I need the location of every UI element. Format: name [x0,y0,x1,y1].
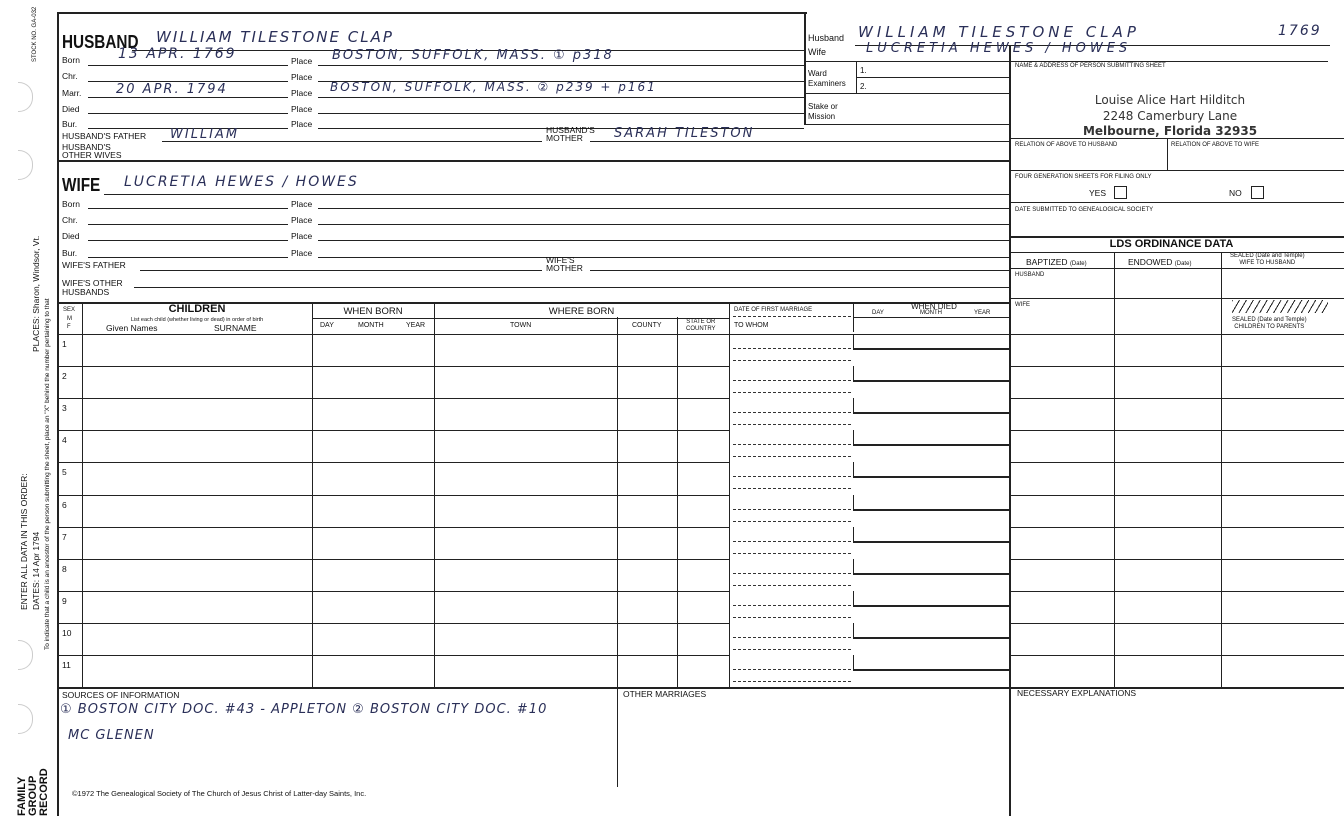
side-places: PLACES: Sharon, Windsor, Vt. [31,235,41,352]
stake-label: Stake or Mission [808,102,838,121]
sources-line-2: MC GLENEN [68,728,155,743]
top-border [57,12,807,14]
place-label: Place [291,72,313,82]
to-whom-line [733,617,851,618]
child-row-number: 7 [62,531,67,542]
died-line [853,669,1009,671]
copyright: ©1972 The Genealogical Society of The Church of Jesus Christ of Latter-day Saints, Inc. [72,789,367,798]
marriage-date-line [733,380,851,381]
child-row-number: 6 [62,499,67,510]
lds-row-line [1009,495,1344,496]
husband-born-place-label: Place [291,56,313,66]
endowed-label: ENDOWED (Date) [1128,257,1192,267]
baptized-label: BAPTIZED (Date) [1026,257,1087,267]
husband-marr-label: Marr. [62,88,82,98]
child-row-line [57,398,729,399]
line [88,113,288,114]
lds-row-line [1009,559,1344,560]
line [853,655,854,670]
binder-hole [18,640,33,670]
yes-checkbox[interactable] [1114,186,1127,199]
child-row-number: 3 [62,403,67,414]
line [1221,252,1222,687]
relation-husband-label: RELATION OF ABOVE TO HUSBAND [1015,142,1118,148]
line [853,430,854,445]
died-line [853,605,1009,607]
place-label: Place [291,104,313,114]
line [1009,268,1344,269]
when-born-label: WHEN BORN [343,306,403,317]
died-line [853,476,1009,478]
child-row-number: 1 [62,339,67,349]
wife-bur-label: Bur. [62,248,78,258]
child-row-number: 4 [62,435,67,446]
submitter-city: Melbourne, Florida 32935 [1082,124,1258,138]
born-day-label: DAY [320,322,334,329]
side-instructions: To indicate that a child is an ancestor of the person submitting the sheet, place an "X" behind the number pertaining to that [44,298,51,650]
to-whom-line [733,649,851,650]
line [57,160,1009,162]
lds-row-line [1009,623,1344,624]
marriage-date-line [733,669,851,670]
sources-label: SOURCES OF INFORMATION [62,690,180,700]
no-label: NO [1229,188,1242,198]
child-row-number: 2 [62,371,67,382]
husband-died-label: Died [62,104,80,114]
stock-number: STOCK NO. GA-032 [32,6,38,62]
sex-label: SEX [63,307,76,313]
husband-marr: 20 APR. 1794 [116,82,228,97]
marriage-date-line [733,605,851,606]
where-born-label: WHERE BORN [548,306,615,317]
examiner-2: 2. [860,82,867,91]
to-whom-line [733,553,851,554]
four-generation-label: FOUR GENERATION SHEETS FOR FILING ONLY [1015,174,1152,180]
binder-hole [18,82,33,112]
first-marriage-label: DATE OF FIRST MARRIAGE [734,307,813,313]
line [1167,138,1168,170]
line [1009,298,1344,299]
wife-father-label: WIFE'S FATHER [62,260,126,270]
header-wife: LUCRETIA HEWES / HOWES [866,41,1132,56]
header-husband: WILLIAM TILESTONE CLAP [858,23,1140,41]
husband-born-label: Born [62,55,80,65]
died-line [853,637,1009,639]
line [804,93,1009,94]
marriage-date-line [733,573,851,574]
child-row-line [57,559,729,560]
wife-born-label: Born [62,199,80,209]
yes-label: YES [1089,188,1107,198]
lds-title: LDS ORDINANCE DATA [1109,238,1234,250]
child-row-number: 10 [62,627,72,638]
husband-chr-label: Chr. [62,71,78,81]
died-month-label: MONTH [920,310,942,316]
line [677,317,678,687]
line [88,65,288,66]
marriage-date-line [733,509,851,510]
left-border [57,12,59,816]
line [318,97,804,98]
line [617,317,618,787]
lds-husband-label: HUSBAND [1015,272,1045,278]
line [318,257,1009,258]
line [853,334,854,349]
header-husband-label: Husband [808,33,845,43]
died-line [853,573,1009,575]
child-row-number: 5 [62,467,67,478]
line [729,302,730,687]
child-row-line [57,527,729,528]
wife-mother-label: WIFE'S MOTHER [546,255,583,273]
line [162,141,542,142]
line [312,318,729,319]
line [853,462,854,477]
line [88,224,288,225]
line [590,270,1009,271]
children-title: CHILDREN [168,303,226,315]
line [88,257,288,258]
relation-wife-label: RELATION OF ABOVE TO WIFE [1171,142,1260,148]
line [1009,334,1344,335]
sealed-children-label: SEALED (Date and Temple) CHILDREN TO PARENTS [1232,317,1307,330]
line [853,398,854,413]
surname-label: SURNAME [214,323,257,333]
line [140,270,542,271]
died-line [853,348,1009,350]
died-year-label: YEAR [974,310,991,316]
line [134,287,1009,288]
husband-name: WILLIAM TILESTONE CLAP [156,28,394,46]
submitter-address [1060,93,1280,140]
marriage-date-line [733,637,851,638]
died-line [853,444,1009,446]
lds-row-line [1009,366,1344,367]
husband-mother: SARAH TILESTON [614,126,755,141]
submitter-street: 2248 Camerbury Lane [1102,108,1238,123]
ward-label: Ward [808,69,827,78]
form-title: FAMILY GROUP RECORD [16,768,50,816]
child-row-line [57,430,729,431]
lds-row-line [1009,655,1344,656]
header-year: 1769 [1278,23,1322,39]
examiner-1: 1. [860,66,867,75]
line [804,124,1009,125]
submitter-label: NAME & ADDRESS OF PERSON SUBMITTING SHEET [1015,63,1166,69]
line [590,141,1009,142]
to-whom-line [733,585,851,586]
line [318,65,804,66]
child-row-number: 9 [62,595,67,606]
husband-father: WILLIAM [170,127,240,142]
lds-row-line [1009,398,1344,399]
husband-father-label: HUSBAND'S FATHER [62,131,147,141]
child-row-line [57,462,729,463]
husband-heading: HUSBAND [62,32,139,52]
place-label: Place [291,119,313,129]
died-line [853,412,1009,414]
child-row-number: 11 [62,660,71,670]
born-month-label: MONTH [358,322,384,329]
binder-hole [18,150,33,180]
binder-hole [18,704,33,734]
line [318,224,1009,225]
wife-chr-label: Chr. [62,215,78,225]
line [853,623,854,638]
line [1009,202,1344,203]
husband-born-place: BOSTON, SUFFOLK, MASS. ① p318 [332,48,614,63]
line [88,240,288,241]
place-label: Place [291,248,313,258]
died-line [853,380,1009,382]
lds-row-line [1009,527,1344,528]
lds-row-line [1009,462,1344,463]
when-died-label: WHEN DIED [911,302,957,311]
line [88,208,288,209]
place-label: Place [291,88,313,98]
line [804,61,1328,62]
county-label: COUNTY [632,322,662,329]
examiners-label: Examiners [808,79,846,88]
hatched-area [1232,300,1328,313]
husband-mother-label: HUSBAND'S MOTHER [546,125,595,143]
line [1009,138,1344,139]
child-row-line [57,591,729,592]
sealed-wife-label: SEALED (Date and Temple) WIFE TO HUSBAND [1230,253,1305,266]
marriage-date-line [733,476,851,477]
no-checkbox[interactable] [1251,186,1264,199]
sex-f: F [67,324,71,330]
husband-bur-label: Bur. [62,119,78,129]
place-label: Place [291,215,313,225]
to-whom-line [733,456,851,457]
wife-other-husbands-label: WIFE'S OTHER HUSBANDS [62,278,123,297]
header-wife-label: Wife [808,47,826,57]
line [853,495,854,510]
wife-died-label: Died [62,231,80,241]
place-label: Place [291,199,313,209]
line [1009,170,1344,171]
wife-heading: WIFE [62,175,101,195]
to-whom-line [733,488,851,489]
line [853,366,854,381]
date-submitted-label: DATE SUBMITTED TO GENEALOGICAL SOCIETY [1015,207,1154,213]
to-whom-line [733,681,851,682]
place-label: Place [291,231,313,241]
line [318,208,1009,209]
to-whom-line [733,360,851,361]
line [853,527,854,542]
to-whom-line [733,521,851,522]
lds-row-line [1009,591,1344,592]
children-instructions: List each child (whether living or dead) in order of birth [130,317,264,323]
submitter-name: Louise Alice Hart Hilditch [1094,93,1246,107]
to-whom-line [733,392,851,393]
lds-wife-label: WIFE [1015,302,1030,308]
given-names-label: Given Names [106,323,158,333]
line [856,77,1009,78]
to-whom-label: TO WHOM [734,322,769,329]
died-line [853,509,1009,511]
line [104,194,1009,195]
line [1114,252,1115,687]
dash [733,316,851,317]
husband-born: 13 APR. 1769 [118,46,237,62]
state-label: STATE OR COUNTRY [686,319,716,332]
died-day-label: DAY [872,310,884,316]
marriage-date-line [733,412,851,413]
marriage-date-line [733,541,851,542]
divider [804,12,806,124]
sex-m: M [67,316,72,322]
town-label: TOWN [510,322,532,329]
marriage-date-line [733,348,851,349]
marriage-date-line [733,444,851,445]
line [853,591,854,606]
lds-row-line [1009,430,1344,431]
side-dates: DATES: 14 Apr 1794 [31,531,41,610]
child-row-number: 8 [62,563,67,574]
side-order: ENTER ALL DATA IN THIS ORDER: [19,473,29,610]
line [853,559,854,574]
child-row-line [57,366,729,367]
other-marriages-label: OTHER MARRIAGES [623,689,707,699]
born-year-label: YEAR [406,322,426,329]
wife-name: LUCRETIA HEWES / HOWES [124,174,359,190]
line [853,317,1009,318]
husband-other-wives-label: HUSBAND'S OTHER WIVES [62,142,122,160]
child-row-line [57,495,729,496]
line [318,240,1009,241]
sources-line-1: ① BOSTON CITY DOC. #43 - APPLETON ② BOSTON CITY DOC. #10 [60,702,548,717]
line [318,113,804,114]
died-line [853,541,1009,543]
husband-marr-place: BOSTON, SUFFOLK, MASS. ② p239 + p161 [330,80,657,94]
line [88,97,288,98]
line [57,334,1009,335]
child-row-line [57,623,729,624]
child-row-line [57,655,729,656]
explanations-label: NECESSARY EXPLANATIONS [1017,688,1137,698]
to-whom-line [733,424,851,425]
